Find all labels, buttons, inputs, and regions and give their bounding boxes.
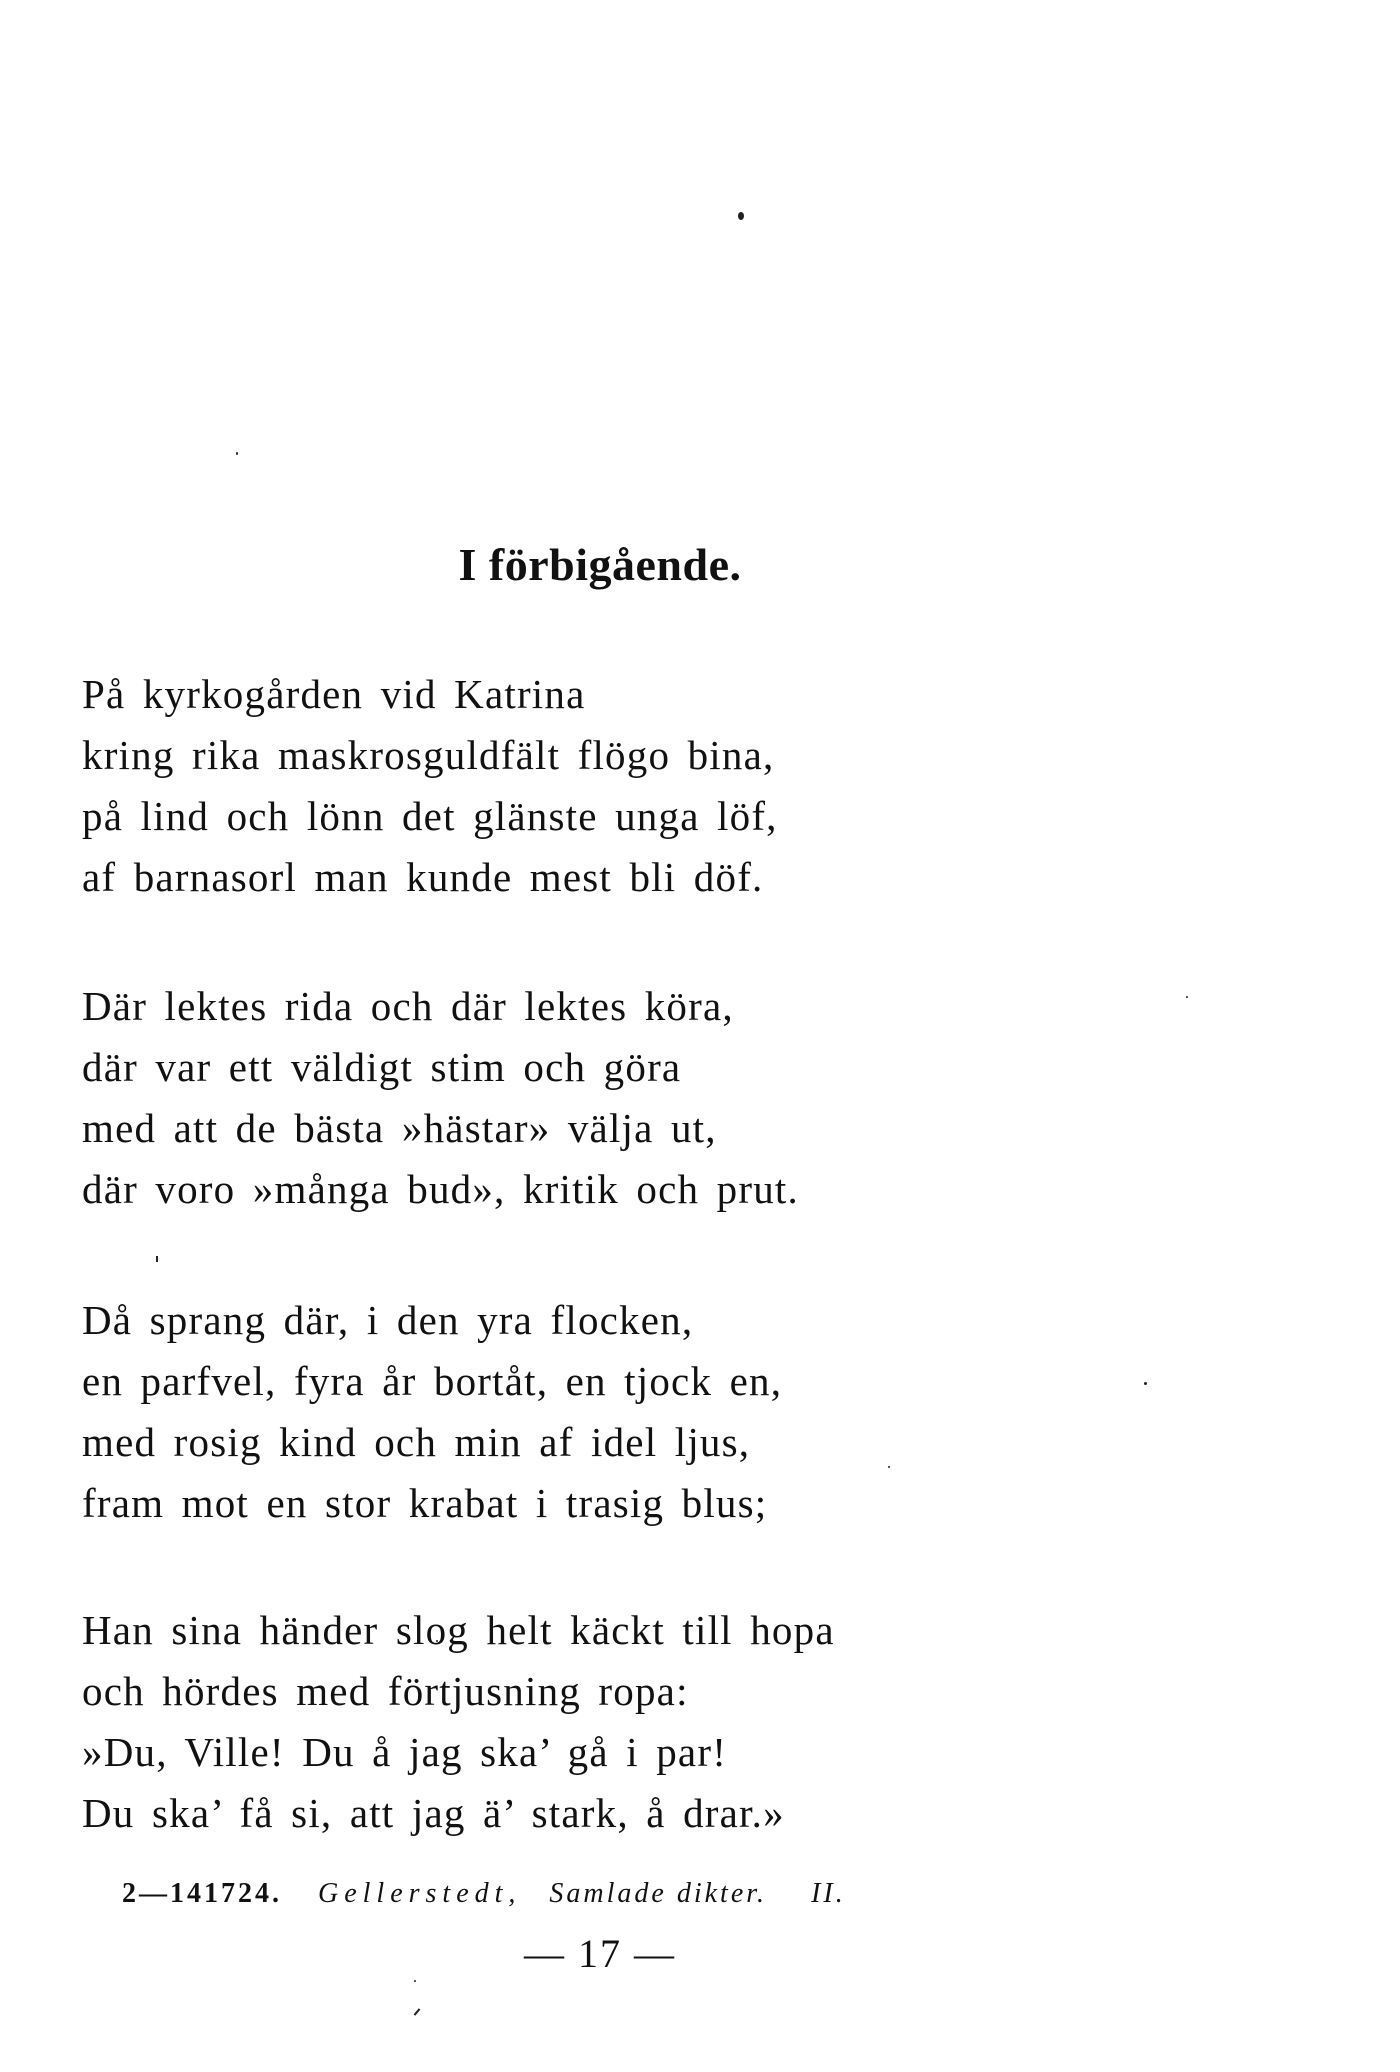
print-speck bbox=[414, 1980, 416, 1982]
poem-line: Då sprang där, i den yra flocken, bbox=[82, 1297, 694, 1343]
poem-line: med rosig kind och min af idel ljus, bbox=[82, 1419, 751, 1465]
print-speck bbox=[236, 452, 238, 455]
poem-line: På kyrkogården vid Katrina bbox=[82, 671, 586, 717]
stanza-2 bbox=[82, 976, 1282, 1220]
print-speck bbox=[738, 212, 744, 220]
poem-title: I förbigående. bbox=[458, 539, 742, 590]
poem-line: fram mot en stor krabat i trasig blus; bbox=[82, 1480, 768, 1526]
printer-signature bbox=[122, 1878, 846, 1910]
poem-line: där var ett väldigt stim och göra bbox=[82, 1044, 682, 1090]
poem-line: och hördes med förtjusning ropa: bbox=[82, 1668, 689, 1714]
poem-line: »Du, Ville! Du å jag ska’ gå i par! bbox=[82, 1729, 728, 1775]
page-number: — 17 — bbox=[524, 1931, 676, 1976]
poem-line: Du ska’ få si, att jag ä’ stark, å drar.» bbox=[82, 1790, 785, 1836]
poem-line: af barnasorl man kunde mest bli döf. bbox=[82, 854, 764, 900]
stanza-1 bbox=[82, 664, 1282, 908]
print-speck bbox=[156, 1256, 158, 1262]
poem-line: Där lektes rida och där lektes köra, bbox=[82, 983, 734, 1029]
signature-book: Samlade dikter. bbox=[549, 1878, 768, 1909]
signature-author: Gellerstedt, bbox=[318, 1878, 522, 1909]
poem-line: på lind och lönn det glänste unga löf, bbox=[82, 793, 778, 839]
poem-line: där voro »många bud», kritik och prut. bbox=[82, 1166, 799, 1212]
stanza-4 bbox=[82, 1600, 1282, 1844]
poem-line: Han sina händer slog helt käckt till hopa bbox=[82, 1607, 835, 1653]
signature-volume: II. bbox=[811, 1878, 846, 1909]
print-speck bbox=[414, 2008, 421, 2015]
poem-line: en parfvel, fyra år bortåt, en tjock en, bbox=[82, 1358, 783, 1404]
poem-line: kring rika maskrosguldfält flögo bina, bbox=[82, 732, 775, 778]
poem-line: med att de bästa »hästar» välja ut, bbox=[82, 1105, 717, 1151]
stanza-3 bbox=[82, 1290, 1282, 1534]
signature-code: 2—141724. bbox=[122, 1878, 282, 1909]
